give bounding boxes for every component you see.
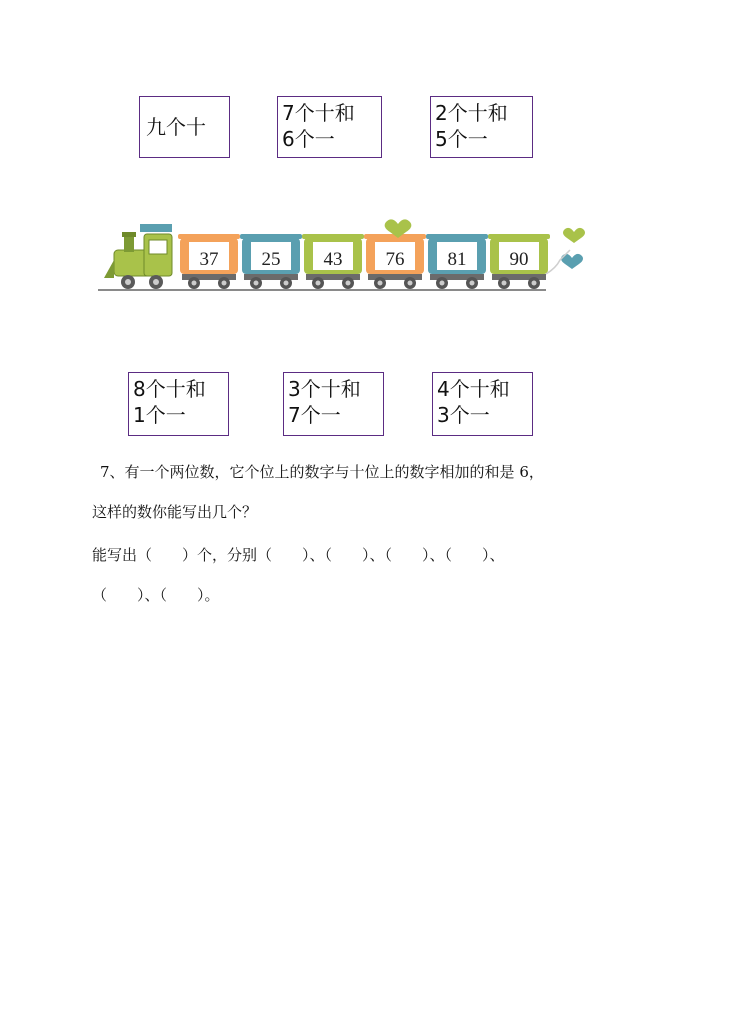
box-text-line: 6个一 bbox=[282, 127, 335, 151]
car-number: 90 bbox=[509, 249, 529, 270]
car-number: 25 bbox=[261, 249, 281, 270]
box-text-line: 3个十和 bbox=[288, 377, 361, 401]
tens-box-bottom-3 bbox=[432, 372, 533, 436]
train-car-5 bbox=[426, 234, 488, 289]
train-illustration bbox=[96, 216, 596, 296]
car-number: 81 bbox=[447, 249, 467, 270]
train-car-4 bbox=[364, 234, 426, 289]
box-text-line: 3个一 bbox=[437, 403, 490, 427]
box-text-line: 5个一 bbox=[435, 127, 488, 151]
train-car-1 bbox=[178, 234, 240, 289]
car-number: 76 bbox=[385, 249, 405, 270]
train-car-6 bbox=[488, 234, 550, 289]
wheel-hub bbox=[254, 281, 259, 286]
box-text-line: 7个一 bbox=[288, 403, 341, 427]
wheel-hub bbox=[346, 281, 351, 286]
wheel-hub bbox=[408, 281, 413, 286]
car-number: 37 bbox=[199, 249, 219, 270]
question-7-line-2: 这样的数你能写出几个？ bbox=[92, 503, 258, 521]
train-car-3 bbox=[302, 234, 364, 289]
answer-line-1[interactable]: 能写出（ ）个，分别（ ）、（ ）、（ ）、（ ）、 bbox=[92, 546, 505, 564]
box-text-line: 2个十和 bbox=[435, 101, 508, 125]
wheel-hub bbox=[284, 281, 289, 286]
tens-box-bottom-1 bbox=[128, 372, 229, 436]
heart-icon bbox=[563, 228, 585, 243]
train-cars bbox=[178, 234, 550, 289]
wheel-hub bbox=[532, 281, 537, 286]
box-text-line: 8个十和 bbox=[133, 377, 206, 401]
answer-line-2[interactable]: （ ）、（ ）。 bbox=[92, 586, 220, 604]
wheel-hub bbox=[502, 281, 507, 286]
tens-box-top-1 bbox=[139, 96, 230, 158]
locomotive bbox=[104, 224, 172, 289]
question-7-line-1: 7、有一个两位数，它个位上的数字与十位上的数字相加的和是 6， bbox=[100, 463, 544, 481]
wheel-hub bbox=[440, 281, 445, 286]
train-car-2 bbox=[240, 234, 302, 289]
box-text-line: 1个一 bbox=[133, 403, 186, 427]
wheel-hub bbox=[378, 281, 383, 286]
wheel-hub bbox=[316, 281, 321, 286]
wheel-hub bbox=[222, 281, 227, 286]
tens-box-bottom-2 bbox=[283, 372, 384, 436]
box-text-line: 7个十和 bbox=[282, 101, 355, 125]
wheel-hub bbox=[470, 281, 475, 286]
tens-box-top-2 bbox=[277, 96, 382, 158]
tens-box-top-3 bbox=[430, 96, 533, 158]
box-text-line: 4个十和 bbox=[437, 377, 510, 401]
box-text-line: 九个十 bbox=[146, 115, 206, 139]
car-number: 43 bbox=[323, 249, 343, 270]
wheel-hub bbox=[192, 281, 197, 286]
